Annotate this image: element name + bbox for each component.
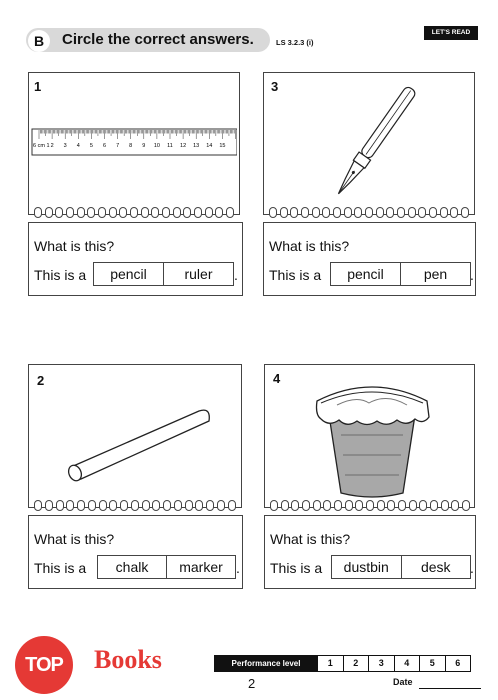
spiral-ring — [429, 207, 437, 218]
spiral-ring — [195, 500, 203, 511]
spiral-ring — [205, 207, 213, 218]
spiral-ring — [323, 500, 331, 511]
picture-card-2 — [28, 364, 242, 508]
performance-level-cell[interactable]: 3 — [368, 656, 394, 671]
spiral-ring — [313, 500, 321, 511]
spiral-ring — [217, 500, 225, 511]
ruler-tick-label: 11 — [167, 143, 173, 149]
question-number: 1 — [34, 79, 42, 94]
section-letter: B — [28, 30, 50, 52]
spiral-ring — [77, 207, 85, 218]
spiral-ring — [173, 207, 181, 218]
answer-choices — [93, 262, 234, 286]
answer-choices — [330, 262, 471, 286]
spiral-ring — [174, 500, 182, 511]
ruler-tick-label: 3 — [63, 143, 67, 149]
spiral-ring — [387, 500, 395, 511]
spiral-ring — [142, 500, 150, 511]
lets-read-tag: LET'S READ — [424, 26, 478, 40]
spiral-ring — [206, 500, 214, 511]
prompt-text: This is a — [269, 267, 322, 283]
spiral-ring — [354, 207, 362, 218]
spiral-ring — [45, 500, 53, 511]
choice-dustbin[interactable]: dustbin — [343, 559, 389, 575]
spiral-ring — [215, 207, 223, 218]
ruler-tick-label: 9 — [142, 143, 146, 149]
spiral-ring — [397, 207, 405, 218]
spiral-ring — [56, 500, 64, 511]
choice-pen[interactable]: pen — [400, 263, 470, 285]
spiral-ring — [34, 207, 42, 218]
page-number: 2 — [248, 676, 256, 691]
performance-level-cell[interactable]: 2 — [343, 656, 369, 671]
spiral-ring — [312, 207, 320, 218]
exercise-title: Circle the correct answers. — [62, 31, 254, 48]
spiral-ring — [345, 500, 353, 511]
spiral-ring — [131, 500, 139, 511]
spiral-ring — [269, 207, 277, 218]
spiral-ring — [228, 500, 236, 511]
choice-pencil[interactable]: pencil — [110, 266, 147, 282]
prompt-text: This is a — [34, 267, 87, 283]
spiral-ring — [386, 207, 394, 218]
choice-marker[interactable]: marker — [166, 556, 235, 578]
question-text: What is this? — [34, 238, 115, 254]
spiral-ring — [440, 207, 448, 218]
question-number: 3 — [271, 79, 279, 94]
spiral-ring — [322, 207, 330, 218]
spiral-ring — [119, 207, 127, 218]
question-text: What is this? — [269, 238, 350, 254]
spiral-ring — [88, 500, 96, 511]
topbooks-logo: TOP — [15, 636, 73, 694]
ruler-tick-label: 5 — [89, 143, 93, 149]
ruler-tick-label: 14 — [206, 143, 213, 149]
performance-level-cell[interactable]: 5 — [419, 656, 445, 671]
answer-choices — [97, 555, 236, 579]
performance-level-cell[interactable]: 1 — [317, 656, 343, 671]
spiral-ring — [109, 500, 117, 511]
spiral-binding — [269, 207, 469, 218]
answer-choices — [331, 555, 471, 579]
performance-label: Performance level — [215, 656, 317, 671]
spiral-ring — [151, 207, 159, 218]
picture-card-1 — [28, 72, 240, 215]
dustbin-illustration — [307, 375, 437, 501]
spiral-binding — [34, 207, 234, 218]
spiral-ring — [34, 500, 42, 511]
ruler-tick-label: 12 — [180, 143, 187, 149]
spiral-ring — [185, 500, 193, 511]
spiral-ring — [377, 500, 385, 511]
spiral-ring — [226, 207, 234, 218]
prompt-text: This is a — [270, 560, 323, 576]
spiral-ring — [281, 500, 289, 511]
spiral-ring — [66, 207, 74, 218]
full-stop: . — [470, 267, 474, 283]
ruler-tick-label: 4 — [76, 143, 80, 149]
chalk-illustration — [59, 395, 219, 495]
choice-chalk[interactable]: chalk — [115, 559, 149, 575]
picture-card-4 — [264, 364, 475, 508]
choice-pencil[interactable]: pencil — [347, 266, 384, 282]
spiral-ring — [270, 500, 278, 511]
spiral-ring — [99, 500, 107, 511]
spiral-ring — [398, 500, 406, 511]
spiral-ring — [120, 500, 128, 511]
spiral-ring — [280, 207, 288, 218]
spiral-ring — [194, 207, 202, 218]
ruler-tick-label: 15 — [219, 143, 226, 149]
spiral-ring — [109, 207, 117, 218]
spiral-ring — [66, 500, 74, 511]
answer-box-3 — [263, 222, 476, 296]
spiral-ring — [163, 500, 171, 511]
spiral-ring — [344, 207, 352, 218]
spiral-ring — [290, 207, 298, 218]
ruler-tick-label: 10 — [153, 143, 160, 149]
performance-level-cell[interactable]: 6 — [445, 656, 471, 671]
question-text: What is this? — [270, 531, 351, 547]
spiral-ring — [408, 207, 416, 218]
performance-level-cell[interactable]: 4 — [394, 656, 420, 671]
spiral-ring — [461, 207, 469, 218]
standard-code: LS 3.2.3 (i) — [276, 38, 314, 47]
spiral-ring — [450, 207, 458, 218]
spiral-ring — [301, 207, 309, 218]
prompt-text: This is a — [34, 560, 87, 576]
full-stop: . — [470, 560, 474, 576]
answer-box-2 — [28, 515, 243, 589]
spiral-ring — [441, 500, 449, 511]
performance-level-bar — [214, 655, 471, 672]
ruler-tick-label: 7 — [116, 143, 120, 149]
ruler-tick-label: 13 — [193, 143, 200, 149]
spiral-ring — [419, 500, 427, 511]
ruler-tick-label: 6 cm 1 — [33, 143, 50, 149]
spiral-ring — [462, 500, 470, 511]
spiral-ring — [418, 207, 426, 218]
spiral-ring — [366, 500, 374, 511]
question-text: What is this? — [34, 531, 115, 547]
pen-illustration — [319, 73, 429, 213]
answer-box-4 — [264, 515, 476, 589]
spiral-ring — [141, 207, 149, 218]
choice-desk[interactable]: desk — [401, 556, 471, 578]
spiral-ring — [130, 207, 138, 218]
ruler-tick-label: 2 — [50, 143, 54, 149]
spiral-ring — [87, 207, 95, 218]
spiral-ring — [183, 207, 191, 218]
question-number: 4 — [273, 371, 281, 386]
answer-box-1 — [28, 222, 243, 296]
ruler-tick-label: 8 — [129, 143, 133, 149]
date-label: Date — [393, 677, 413, 687]
spiral-ring — [302, 500, 310, 511]
ruler-tick-label: 6 — [102, 143, 107, 149]
spiral-ring — [291, 500, 299, 511]
spiral-ring — [98, 207, 106, 218]
spiral-ring — [409, 500, 417, 511]
spiral-ring — [451, 500, 459, 511]
ruler-illustration — [31, 125, 237, 157]
spiral-ring — [365, 207, 373, 218]
spiral-ring — [376, 207, 384, 218]
spiral-ring — [162, 207, 170, 218]
spiral-binding — [34, 500, 236, 511]
spiral-ring — [430, 500, 438, 511]
spiral-ring — [77, 500, 85, 511]
question-number: 2 — [37, 373, 45, 388]
picture-card-3 — [263, 72, 475, 215]
spiral-ring — [55, 207, 63, 218]
spiral-ring — [334, 500, 342, 511]
full-stop: . — [234, 267, 238, 283]
topbooks-logo-word: Books — [94, 645, 162, 674]
spiral-ring — [152, 500, 160, 511]
spiral-binding — [270, 500, 470, 511]
spiral-ring — [333, 207, 341, 218]
date-field[interactable] — [419, 688, 481, 689]
spiral-ring — [45, 207, 53, 218]
spiral-ring — [355, 500, 363, 511]
choice-ruler[interactable]: ruler — [163, 263, 233, 285]
full-stop: . — [236, 560, 240, 576]
